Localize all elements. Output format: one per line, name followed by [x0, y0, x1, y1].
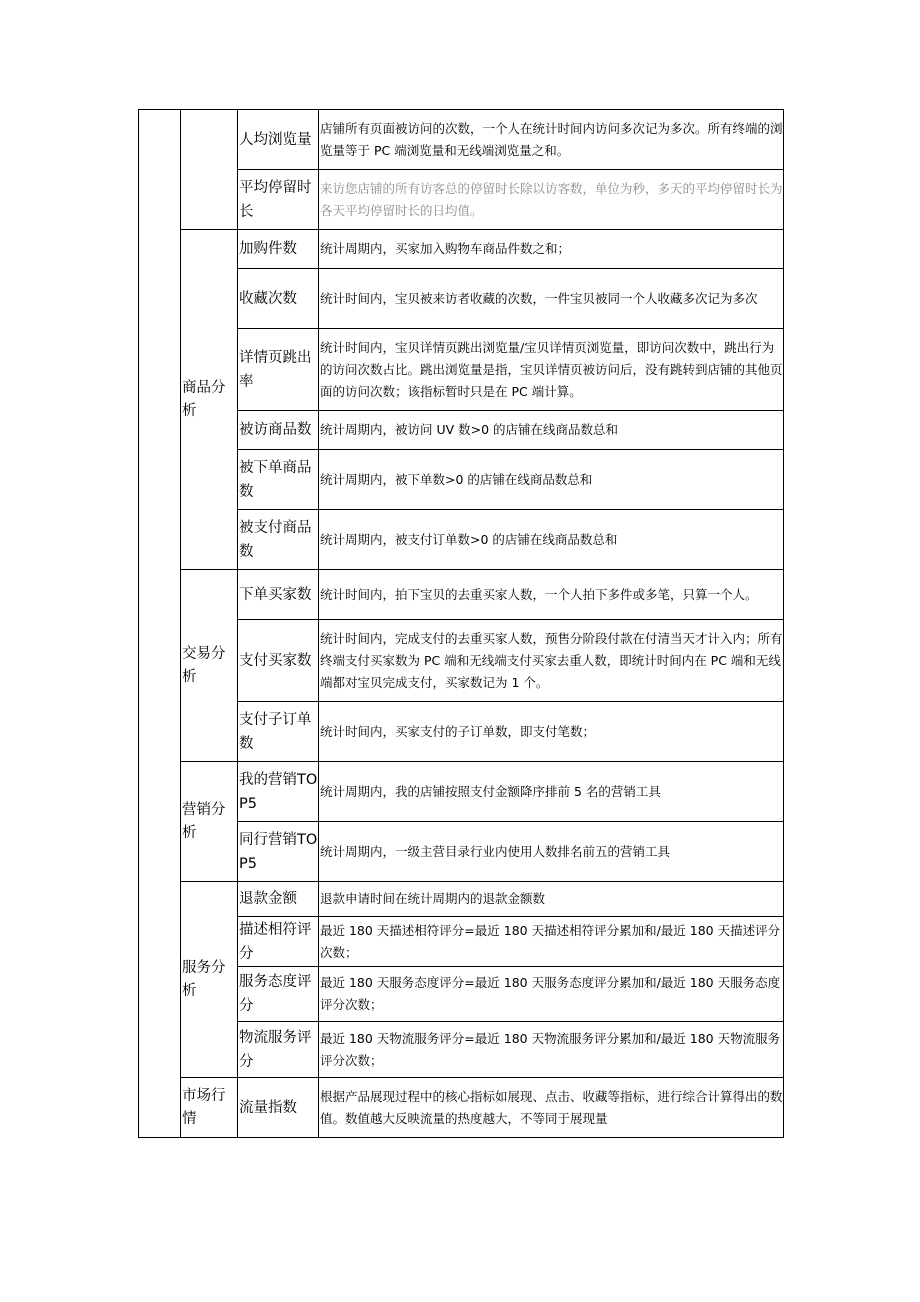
table-row — [139, 110, 784, 170]
metric-name: 被支付商品数 — [238, 510, 319, 570]
metric-name: 服务态度评分 — [238, 967, 319, 1022]
category-cell: 市场行情 — [181, 1078, 238, 1138]
metric-description: 统计时间内，宝贝被来访者收藏的次数，一件宝贝被同一个人收藏多次记为多次 — [319, 269, 784, 329]
outer-category-cell — [139, 110, 181, 1138]
metric-name: 收藏次数 — [238, 269, 319, 329]
metric-name: 被访商品数 — [238, 411, 319, 450]
category-cell — [181, 110, 238, 230]
category-cell: 服务分析 — [181, 882, 238, 1078]
metric-name: 退款金额 — [238, 882, 319, 917]
category-cell: 交易分析 — [181, 570, 238, 762]
metric-name: 被下单商品数 — [238, 450, 319, 510]
category-cell: 营销分析 — [181, 762, 238, 882]
metric-description: 统计周期内，我的店铺按照支付金额降序排前 5 名的营销工具 — [319, 762, 784, 822]
metric-description: 根据产品展现过程中的核心指标如展现、点击、收藏等指标，进行综合计算得出的数值。数值越大反映流量的热度越大，不等同于展现量 — [319, 1078, 784, 1138]
metric-name: 人均浏览量 — [238, 110, 319, 170]
metric-name: 我的营销TOP5 — [238, 762, 319, 822]
table-row — [139, 762, 784, 822]
table-row — [139, 570, 784, 620]
table-row — [139, 230, 784, 269]
metric-description: 统计周期内，买家加入购物车商品件数之和； — [319, 230, 784, 269]
metric-name: 详情页跳出率 — [238, 329, 319, 411]
metric-description: 统计周期内，被支付订单数>0 的店铺在线商品数总和 — [319, 510, 784, 570]
category-cell: 商品分析 — [181, 230, 238, 570]
metric-description: 统计时间内，拍下宝贝的去重买家人数，一个人拍下多件或多笔，只算一个人。 — [319, 570, 784, 620]
metric-description: 统计时间内，买家支付的子订单数，即支付笔数； — [319, 702, 784, 762]
metric-description: 退款申请时间在统计周期内的退款金额数 — [319, 882, 784, 917]
metric-description: 最近 180 天物流服务评分=最近 180 天物流服务评分累加和/最近 180 天物流服务评分次数； — [319, 1022, 784, 1078]
metric-description: 统计周期内，被下单数>0 的店铺在线商品数总和 — [319, 450, 784, 510]
metric-description: 店铺所有页面被访问的次数，一个人在统计时间内访问多次记为多次。所有终端的浏览量等于 PC 端浏览量和无线端浏览量之和。 — [319, 110, 784, 170]
metric-name: 物流服务评分 — [238, 1022, 319, 1078]
metric-name: 下单买家数 — [238, 570, 319, 620]
table-row — [139, 882, 784, 917]
table-row — [139, 1078, 784, 1138]
metric-name: 流量指数 — [238, 1078, 319, 1138]
metric-description: 统计周期内，被访问 UV 数>0 的店铺在线商品数总和 — [319, 411, 784, 450]
metric-description: 统计时间内，完成支付的去重买家人数，预售分阶段付款在付清当天才计入内；所有终端支付买家数为 PC 端和无线端支付买家去重人数，即统计时间内在 PC 端和无线端都对宝贝完成支付，买家数记为 1 个。 — [319, 620, 784, 702]
metric-name: 支付子订单数 — [238, 702, 319, 762]
metric-name: 加购件数 — [238, 230, 319, 269]
metric-name: 同行营销TOP5 — [238, 822, 319, 882]
metric-name: 平均停留时长 — [238, 170, 319, 230]
metric-description: 统计周期内，一级主营目录行业内使用人数排名前五的营销工具 — [319, 822, 784, 882]
metric-name: 描述相符评分 — [238, 917, 319, 967]
metric-description: 统计时间内，宝贝详情页跳出浏览量/宝贝详情页浏览量，即访问次数中，跳出行为的访问次数占比。跳出浏览量是指，宝贝详情页被访问后，没有跳转到店铺的其他页面的访问次数；该指标暂时只是在 PC 端计算。 — [319, 329, 784, 411]
metric-description: 最近 180 天描述相符评分=最近 180 天描述相符评分累加和/最近 180 天描述评分次数； — [319, 917, 784, 967]
metric-description: 最近 180 天服务态度评分=最近 180 天服务态度评分累加和/最近 180 天服务态度评分次数； — [319, 967, 784, 1022]
metrics-definition-table — [138, 109, 784, 1138]
metric-description: 来访您店铺的所有访客总的停留时长除以访客数，单位为秒，多天的平均停留时长为各天平均停留时长的日均值。 — [319, 170, 784, 230]
metric-name: 支付买家数 — [238, 620, 319, 702]
